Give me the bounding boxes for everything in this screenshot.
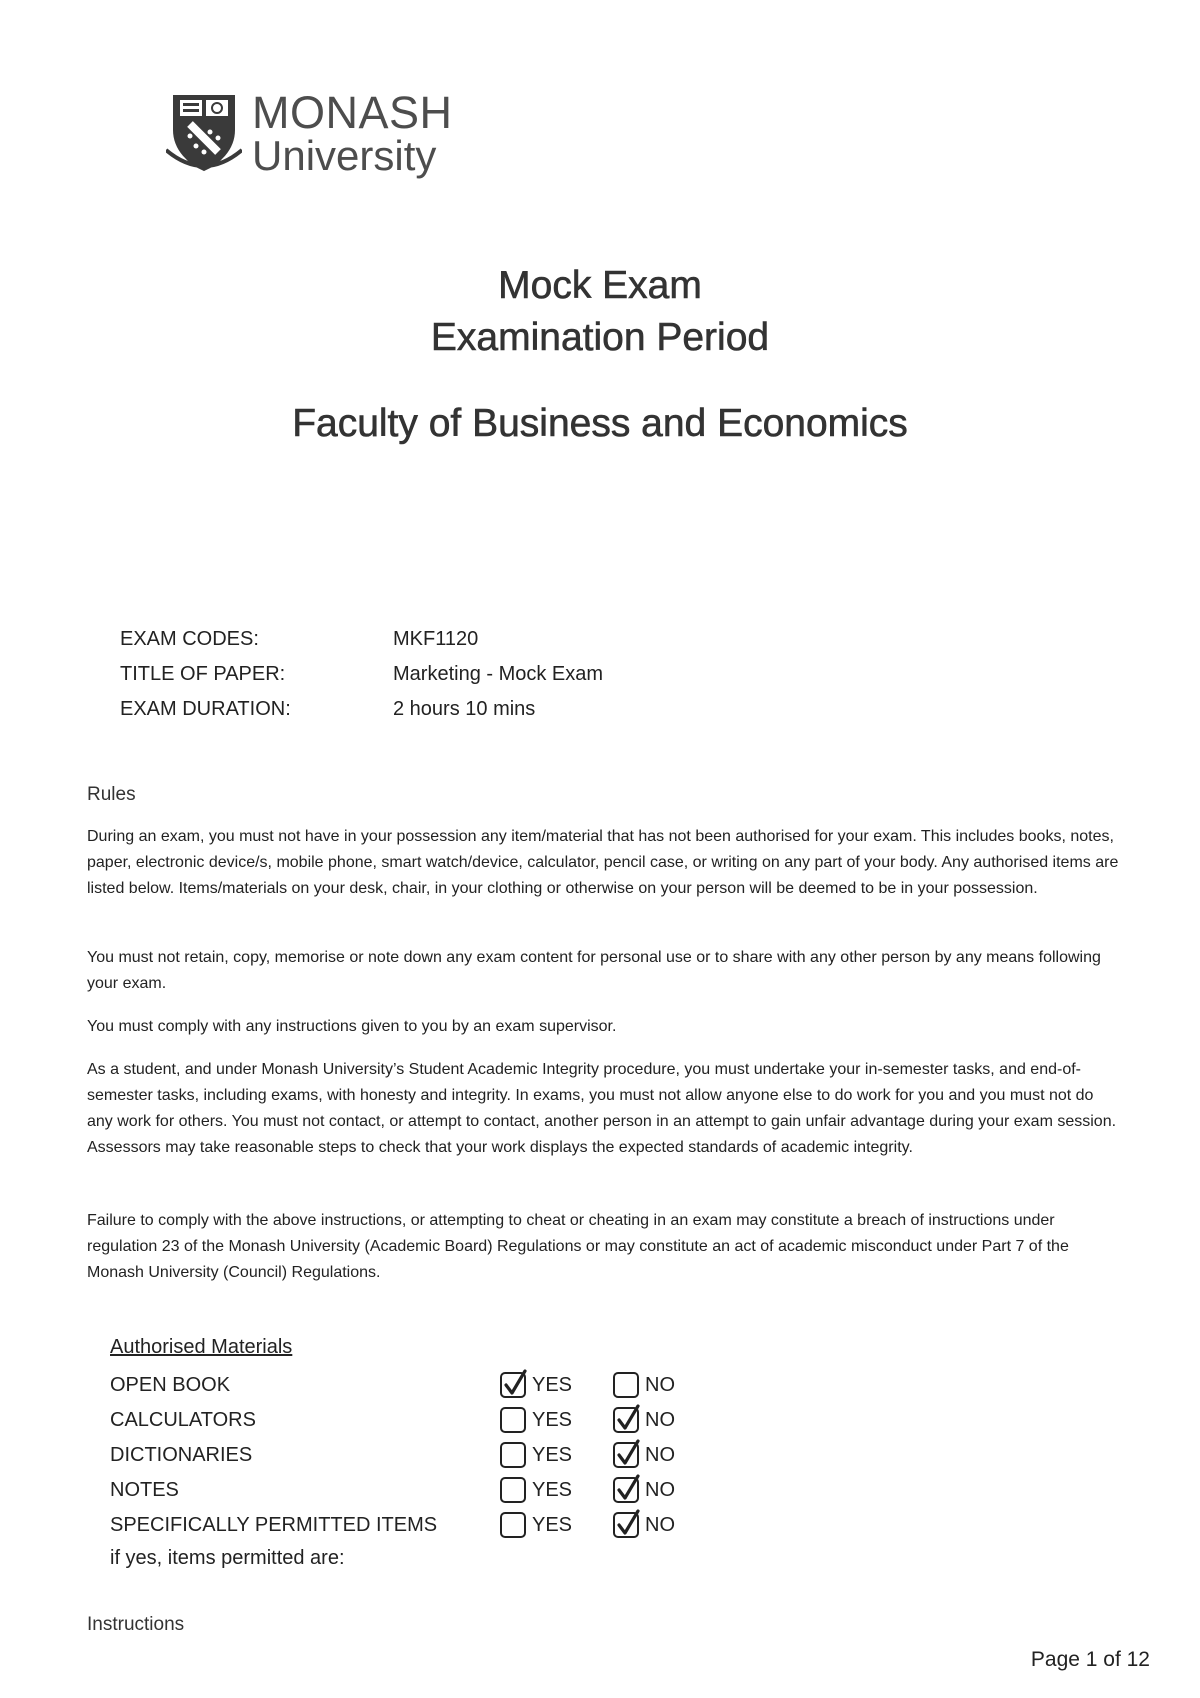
yes-checkbox[interactable] — [500, 1372, 526, 1398]
no-label: NO — [645, 1479, 675, 1501]
faculty-name: Faculty of Business and Economics — [292, 402, 908, 445]
material-label: DICTIONARIES — [110, 1444, 253, 1466]
exam-duration-label: EXAM DURATION: — [120, 698, 291, 720]
no-label: NO — [645, 1409, 675, 1431]
material-label: NOTES — [110, 1479, 179, 1501]
no-checkbox[interactable] — [613, 1512, 639, 1538]
material-row-open-book — [110, 1370, 810, 1404]
logo-wordmark-monash: MONASH — [252, 87, 453, 138]
rules-paragraph-1: During an exam, you must not have in your possession any item/material that has not been authorised for your exam. This includes books, notes, paper, electronic device/s, mobile phone, smart watch/device, calculator, pencil case, or writing on any part of your body. Any authorised items are listed below. Items/materials on your desk, chair, in your clothing or otherwise on your person will be deemed to be in your possession. — [87, 828, 1119, 897]
yes-label: YES — [532, 1444, 573, 1466]
rules-paragraph-3: You must comply with any instructions given to you by an exam supervisor. — [87, 1018, 617, 1035]
yes-checkbox[interactable] — [500, 1477, 526, 1503]
exam-codes-value: MKF1120 — [393, 628, 479, 650]
checkmark-icon — [614, 1438, 642, 1468]
no-checkbox[interactable] — [613, 1407, 639, 1433]
permitted-items-note: if yes, items permitted are: — [110, 1547, 345, 1569]
checkmark-icon — [501, 1368, 529, 1398]
yes-checkbox[interactable] — [500, 1512, 526, 1538]
no-label: NO — [645, 1374, 675, 1396]
material-row-notes — [110, 1475, 810, 1509]
checkmark-icon — [614, 1508, 642, 1538]
logo-wordmark-university: University — [252, 132, 437, 179]
checkmark-icon — [614, 1473, 642, 1503]
material-row-permitted-items — [110, 1510, 810, 1544]
yes-checkbox[interactable] — [500, 1407, 526, 1433]
crest-icon — [166, 90, 242, 172]
page-number: Page 1 of 12 — [1030, 1648, 1150, 1671]
checkmark-icon — [614, 1403, 642, 1433]
yes-label: YES — [532, 1514, 573, 1536]
monash-logo — [166, 87, 466, 182]
rules-heading: Rules — [87, 784, 136, 805]
authorised-materials-heading: Authorised Materials — [110, 1336, 293, 1358]
exam-title: Mock Exam — [498, 264, 702, 307]
rules-paragraph-5: Failure to comply with the above instructions, or attempting to cheat or cheating in an exam may constitute a breach of instructions under regulation 23 of the Monash University (Academic Board) Regulations or may constitute an act of academic misconduct under Part 7 of the Monash University (Council) Regulations. — [87, 1212, 1069, 1281]
rules-paragraph-4: As a student, and under Monash University’s Student Academic Integrity procedure, you must undertake your in-semester tasks, and end-of-semester tasks, including exams, with honesty and integrity. In exams, you must not allow anyone else to do work for you and you must not do any work for others. You must not contact, or attempt to contact, another person in an attempt to gain unfair advantage during your exam session. Assessors may take reasonable steps to check that your work displays the expected standards of academic integrity. — [87, 1061, 1117, 1156]
instructions-heading: Instructions — [87, 1614, 185, 1635]
yes-label: YES — [532, 1479, 573, 1501]
yes-label: YES — [532, 1409, 573, 1431]
material-row-dictionaries — [110, 1440, 810, 1474]
material-label: SPECIFICALLY PERMITTED ITEMS — [110, 1514, 438, 1536]
title-of-paper-label: TITLE OF PAPER: — [120, 663, 286, 685]
exam-codes-label: EXAM CODES: — [120, 628, 259, 650]
title-of-paper-value: Marketing - Mock Exam — [393, 663, 604, 685]
exam-period: Examination Period — [430, 316, 770, 359]
rules-paragraph-2: You must not retain, copy, memorise or note down any exam content for personal use or to share with any other person by any means following your exam. — [87, 949, 1101, 992]
no-checkbox[interactable] — [613, 1372, 639, 1398]
no-checkbox[interactable] — [613, 1477, 639, 1503]
no-checkbox[interactable] — [613, 1442, 639, 1468]
no-label: NO — [645, 1444, 675, 1466]
material-row-calculators — [110, 1405, 810, 1439]
yes-label: YES — [532, 1374, 573, 1396]
yes-checkbox[interactable] — [500, 1442, 526, 1468]
material-label: CALCULATORS — [110, 1409, 256, 1431]
exam-duration-value: 2 hours 10 mins — [393, 698, 536, 720]
material-label: OPEN BOOK — [110, 1374, 231, 1396]
no-label: NO — [645, 1514, 675, 1536]
